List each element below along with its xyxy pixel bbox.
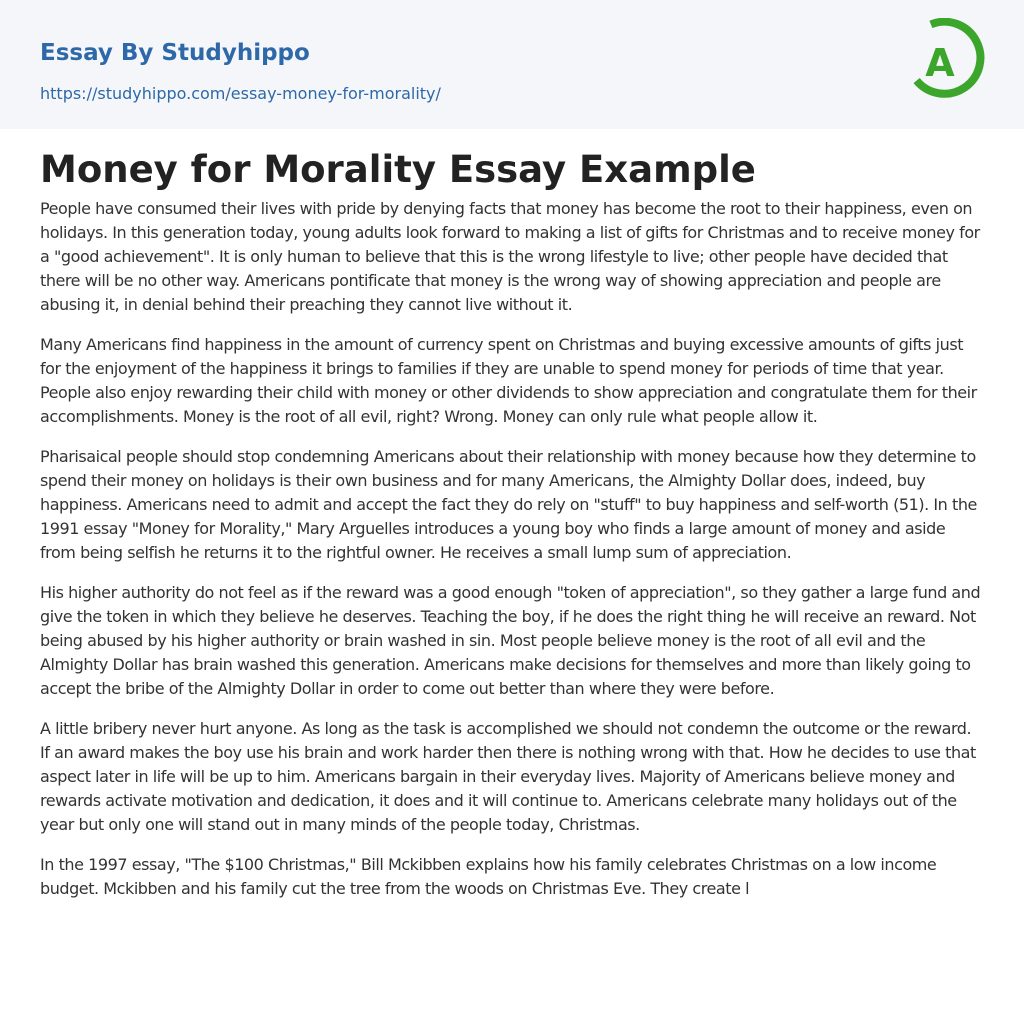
essay-paragraph-5: A little bribery never hurt anyone. As long as the task is accomplished we should not condemn the outcome or the reward. If an award makes the boy use his brain and work harder then there is nothing wrong with that. How he decides to use that aspect later in life will be up to him. Americans bargain in their everyday lives. Majority of Americans believe money and rewards activate motivation and dedication, it does and it will continue to. Americans celebrate many holidays out of the year but only one will stand out in many minds of the people today, Christmas. <box>40 719 976 834</box>
essay-paragraph-6: In the 1997 essay, "The $100 Christmas," Bill Mckibben explains how his family celebrates Christmas on a low income budget. Mckibben and his family cut the tree from the woods on Christmas Eve. They create l <box>40 855 937 898</box>
logo-letter: A <box>925 41 955 85</box>
studyhippo-a-logo-icon[interactable] <box>911 18 989 108</box>
page-header <box>0 0 1024 129</box>
essay-paragraph-3: Pharisaical people should stop condemning Americans about their relationship with money because how they determine to spend their money on holidays is their own business and for many Americans, the Almighty Dollar does, indeed, buy happiness. Americans need to admit and accept the fact they do rely on "stuff" to buy happiness and self-worth (51). In the 1991 essay "Money for Morality," Mary Arguelles introduces a young boy who finds a large amount of money and aside from being selfish he returns it to the rightful owner. He receives a small lump sum of appreciation. <box>40 447 977 562</box>
essay-url-link[interactable]: https://studyhippo.com/essay-money-for-morality/ <box>40 84 441 103</box>
essay-title: Money for Morality Essay Example <box>40 148 756 191</box>
essay-paragraph-4: His higher authority do not feel as if the reward was a good enough "token of appreciation", so they gather a large fund and give the token in which they believe he deserves. Teaching the boy, if he does the right thing he will receive an reward. Not being abused by his higher authority or brain washed in sin. Most people believe money is the root of all evil and the Almighty Dollar has brain washed this generation. Americans make decisions for themselves and more than likely going to accept the bribe of the Almighty Dollar in order to come out better than where they were before. <box>40 583 981 698</box>
essay-paragraph-1: People have consumed their lives with pride by denying facts that money has become the root to their happiness, even on holidays. In this generation today, young adults look forward to making a list of gifts for Christmas and to receive money for a "good achievement". It is only human to believe that this is the wrong lifestyle to live; other people have decided that there will be no other way. Americans pontificate that money is the wrong way of showing appreciation and people are abusing it, in denial behind their preaching they cannot live without it. <box>40 199 980 314</box>
essay-content <box>0 129 1024 901</box>
essay-paragraph-2: Many Americans find happiness in the amount of currency spent on Christmas and buying excessive amounts of gifts just for the enjoyment of the happiness it brings to families if they are unable to spend money for periods of time that year. People also enjoy rewarding their child with money or other dividends to show appreciation and congratulate them for their accomplishments. Money is the root of all evil, right? Wrong. Money can only rule what people allow it. <box>40 335 977 426</box>
site-title: Essay By Studyhippo <box>40 40 310 66</box>
